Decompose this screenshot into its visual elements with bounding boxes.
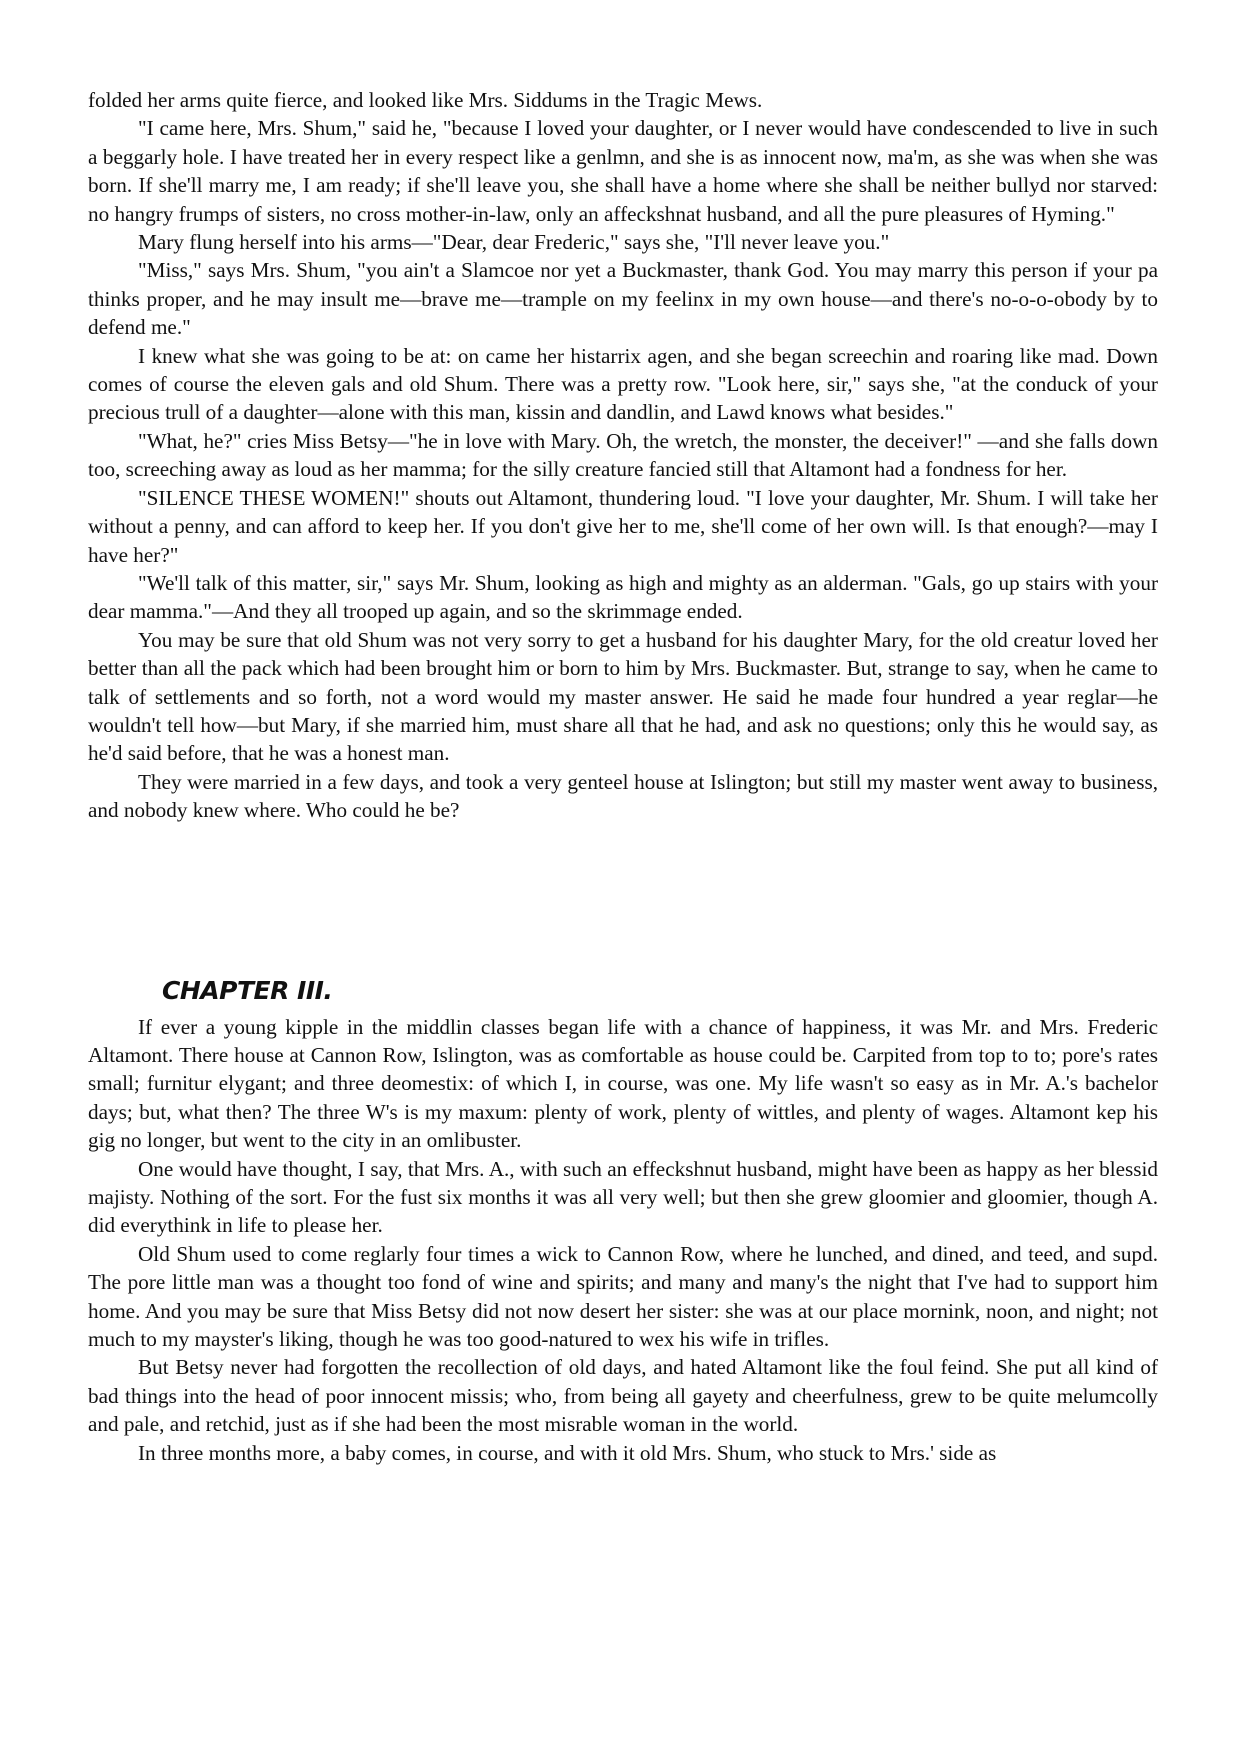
paragraph: "I came here, Mrs. Shum," said he, "because I loved your daughter, or I never would have condescended to live in such a beggarly hole. I have treated her in every respect like a genlmn, and she is as innocent now, ma'm, as she was when she was born. If she'll marry me, I am ready; if she'll leave you, she shall have a home where she shall be neither bullyd nor starved: no hangry frumps of sisters, no cross mother-in-law, only an affeckshnat husband, and all the pure pleasures of Hyming." <box>88 116 1158 226</box>
paragraph: Mary flung herself into his arms—"Dear, dear Frederic," says she, "I'll never leave you." <box>138 230 890 255</box>
paragraph: folded her arms quite fierce, and looked like Mrs. Siddums in the Tragic Mews. <box>88 88 763 112</box>
paragraph: "What, he?" cries Miss Betsy—"he in love with Mary. Oh, the wretch, the monster, the deceiver!" —and she falls down too, screeching away as loud as her mamma; for the silly creature fancied still that Altamont had a fondness for her. <box>88 428 1158 482</box>
paragraph: Old Shum used to come reglarly four times a wick to Cannon Row, where he lunched, and dined, and teed, and supd. The pore little man was a thought too fond of wine and spirits; and many and many's the night that I've had to support him home. And you may be sure that Miss Betsy did not now desert her sister: she was at our place mornink, noon, and night; not much to my mayster's liking, though he was too good-natured to wex his wife in trifles. <box>88 1241 1158 1352</box>
document-page <box>88 86 1158 1467</box>
paragraph: In three months more, a baby comes, in course, and with it old Mrs. Shum, who stuck to Mrs.' side as <box>138 1440 997 1465</box>
paragraph: You may be sure that old Shum was not very sorry to get a husband for his daughter Mary, for the old creatur loved her better than all the pack which had been brought him or born to him by Mrs. Buckmaster. But, strange to say, when he came to talk of settlements and so forth, not a word would my master answer. He said he made four hundred a year reglar—he wouldn't tell how—but Mary, if she married him, must share all that he had, and ask no questions; only this he would say, as he'd said before, that he was a honest man. <box>88 627 1158 766</box>
paragraph: I knew what she was going to be at: on came her histarrix agen, and she began screechin and roaring like mad. Down comes of course the eleven gals and old Shum. There was a pretty row. "Look here, sir," says she, "at the conduck of your precious trull of a daughter—alone with this man, kissin and dandlin, and Lawd knows what besides." <box>88 343 1158 425</box>
chapter-heading: CHAPTER III. <box>162 975 333 1005</box>
paragraph: If ever a young kipple in the middlin classes began life with a chance of happiness, it was Mr. and Mrs. Frederic Altamont. There house at Cannon Row, Islington, was as comfortable as house could be. Carpited from top to to; pore's rates small; furnitur elygant; and three deomestix: of which I, in course, was one. My life wasn't so easy as in Mr. A.'s bachelor days; but, what then? The three W's is my maxum: plenty of work, plenty of wittles, and plenty of wages. Altamont kep his gig no longer, but went to the city in an omlibuster. <box>88 1014 1158 1153</box>
paragraph: But Betsy never had forgotten the recollection of old days, and hated Altamont like the foul feind. She put all kind of bad things into the head of poor innocent missis; who, from being all gayety and cheerfulness, grew to be quite melumcolly and pale, and retchid, just as if she had been the most misrable woman in the world. <box>88 1355 1158 1437</box>
paragraph: "We'll talk of this matter, sir," says Mr. Shum, looking as high and mighty as an alderman. "Gals, go up stairs with your dear mamma."—And they all trooped up again, and so the skrimmage ended. <box>88 570 1158 624</box>
paragraph: They were married in a few days, and took a very genteel house at Islington; but still my master went away to business, and nobody knew where. Who could he be? <box>88 769 1158 823</box>
paragraph: "Miss," says Mrs. Shum, "you ain't a Slamcoe nor yet a Buckmaster, thank God. You may marry this person if your pa thinks proper, and he may insult me—brave me—trample on my feelinx in my own house—and there's no-o-o-obody by to defend me." <box>88 258 1158 340</box>
paragraph: One would have thought, I say, that Mrs. A., with such an effeckshnut husband, might have been as happy as her blessid majisty. Nothing of the sort. For the fust six months it was all very well; but then she grew gloomier and gloomier, though A. did everythink in life to please her. <box>88 1156 1158 1238</box>
paragraph: "SILENCE THESE WOMEN!" shouts out Altamont, thundering loud. "I love your daughter, Mr. Shum. I will take her without a penny, and can afford to keep her. If you don't give her to me, she'll come of her own will. Is that enough?—may I have her?" <box>88 485 1158 567</box>
